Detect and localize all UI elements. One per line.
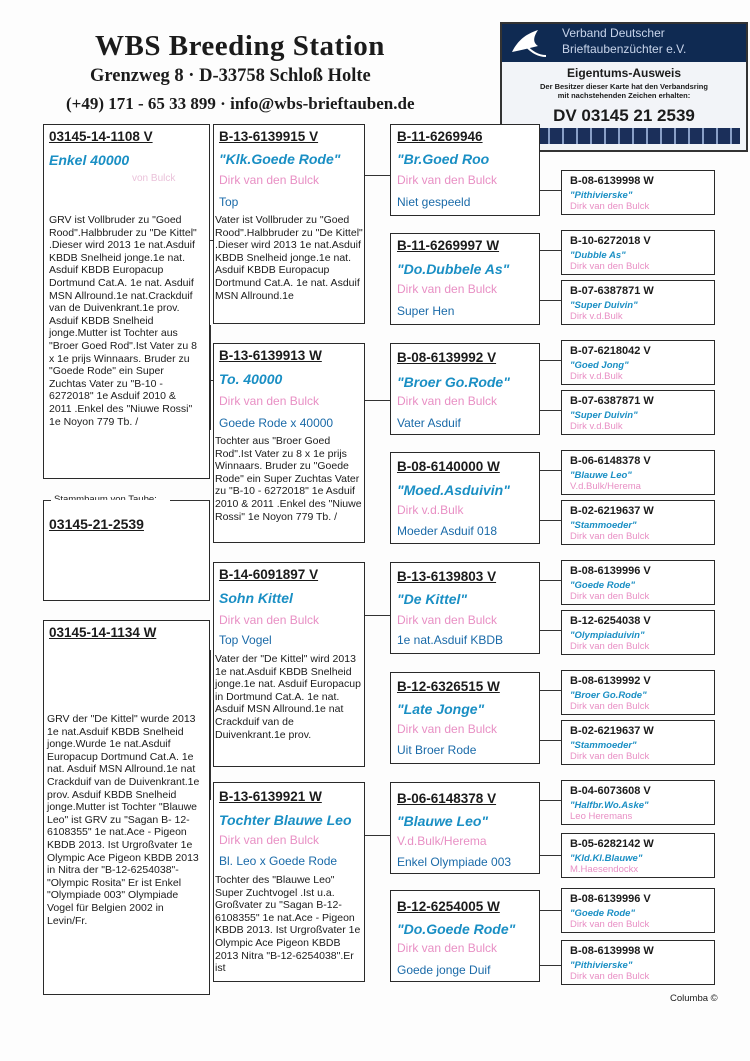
g4-name: "Olympiaduivin"	[570, 630, 645, 641]
great-grandparent-7-ring: B-06-6148378 V	[397, 791, 497, 806]
org-line-1: Verband Deutscher	[562, 26, 665, 40]
great-grandparent-4-breeder: Dirk v.d.Bulk	[397, 503, 464, 517]
great-grandparent-3-box	[390, 343, 540, 435]
great-grandparent-6-box	[390, 672, 540, 764]
grandparent-1-ring: B-13-6139915 V	[219, 129, 319, 144]
g4-ring: B-05-6282142 W	[570, 838, 654, 850]
g4-name: "Goede Rode"	[570, 908, 635, 919]
grandparent-1-name: "Klk.Goede Rode"	[219, 151, 341, 167]
connector	[540, 520, 561, 521]
great-grandparent-3-extra: Vater Asduif	[397, 416, 461, 430]
connector	[210, 325, 211, 430]
g4-name: "Goede Rode"	[570, 580, 635, 591]
g4-name: "Pithivierske"	[570, 960, 633, 971]
great-grandparent-1-box	[390, 124, 540, 216]
great-grandparent-2-extra: Super Hen	[397, 304, 455, 318]
grandparent-1-remark: Vater ist Vollbruder zu "Goed Rood".Halbbruder zu "De Kittel" .Dieser wird 2013 1e nat.Asduif KBDB Snelheid jonge.1e nat. Asduif KBDB Europacup Dortmund Cat.A. 1e nat. Asduif MSN Allround.1e	[215, 214, 363, 302]
great-grandparent-2-box	[390, 233, 540, 325]
g4-ring: B-02-6219637 W	[570, 725, 654, 737]
great-grandparent-5-ring: B-13-6139803 V	[397, 569, 497, 584]
great-grandparent-1-breeder: Dirk van den Bulck	[397, 173, 498, 187]
connector	[365, 835, 390, 836]
g4-box-3	[561, 280, 715, 325]
parent-2-box	[43, 620, 210, 995]
grandparent-4-extra: Bl. Leo x Goede Rode	[219, 854, 338, 868]
connector	[540, 965, 561, 966]
g4-breeder: M.Haesendockx	[570, 864, 639, 875]
great-grandparent-3-name: "Broer Go.Rode"	[397, 374, 510, 390]
g4-box-13	[561, 833, 715, 878]
grandparent-1-extra: Top	[219, 195, 239, 209]
great-grandparent-3-breeder: Dirk van den Bulck	[397, 394, 498, 408]
connector	[540, 360, 561, 361]
card-subtext-1: Der Besitzer dieser Karte hat den Verbandsring	[540, 82, 708, 91]
connector	[540, 740, 561, 741]
great-grandparent-7-box	[390, 782, 540, 874]
g4-breeder: Dirk van den Bulck	[570, 531, 650, 542]
great-grandparent-7-extra: Enkel Olympiade 003	[397, 855, 512, 869]
g4-breeder: Dirk van den Bulck	[570, 641, 650, 652]
great-grandparent-1-name: "Br.Goed Roo	[397, 151, 490, 167]
g4-breeder: Dirk v.d.Bulk	[570, 311, 623, 322]
connector	[365, 615, 390, 616]
g4-ring: B-08-6139998 W	[570, 945, 654, 957]
card-title: Eigentums-Ausweis	[566, 66, 682, 80]
g4-box-8	[561, 560, 715, 605]
g4-box-15	[561, 940, 715, 985]
connector	[540, 800, 561, 801]
connector	[365, 175, 390, 176]
connector	[540, 580, 561, 581]
breeder-address: Grenzweg 8 · D-33758 Schloß Holte	[90, 66, 371, 86]
g4-name: "Dubble As"	[570, 250, 626, 261]
grandparent-2-breeder: Dirk van den Bulck	[219, 394, 320, 408]
g4-box-10	[561, 670, 715, 715]
great-grandparent-7-breeder: V.d.Bulk/Herema	[397, 834, 487, 848]
parent-1-ring: 03145-14-1108 V	[49, 129, 153, 144]
subject-top-line-right	[170, 500, 210, 501]
g4-name: "Goed Jong"	[570, 360, 629, 371]
parent-1-remark: GRV ist Vollbruder zu "Goed Rood".Halbbruder zu "De Kittel" .Dieser wird 2013 1e nat.Asduif KBDB Snelheid jonge.1e nat. Asduif KBDB Europacup Dortmund Cat.A. 1e nat. Asduif MSN Allround.1e nat.Crackduif van de Duivenkrant.1e prov. Asduif KBDB Snelheid jonge.Mutter ist Tochter aus "Broer Goed Rod".Ist Vater zu 8 x 1e prijs Winnaars. Bruder zu "Goede Rode" ein Super Zuchtas Vater zu "B-10 - 6272018" 1e Asduif 2010 & 2011 .Enkel des "Niuwe Rossi" 1e Noyon 779 Tb. /	[49, 214, 197, 428]
g4-breeder: Dirk van den Bulck	[570, 919, 650, 930]
g4-ring: B-04-6073608 V	[570, 785, 651, 797]
grandparent-2-box	[213, 343, 365, 543]
g4-name: "Halfbr.Wo.Aske"	[570, 800, 649, 811]
g4-breeder: Dirk v.d.Bulk	[570, 371, 623, 382]
great-grandparent-2-name: "Do.Dubbele As"	[397, 261, 510, 277]
g4-ring: B-08-6139998 W	[570, 175, 654, 187]
grandparent-4-ring: B-13-6139921 W	[219, 789, 322, 804]
g4-ring: B-07-6387871 W	[570, 285, 654, 297]
g4-ring: B-06-6148378 V	[570, 455, 651, 467]
connector	[365, 400, 390, 401]
g4-box-7	[561, 500, 715, 545]
parent-2-remark: GRV der "De Kittel" wurde 2013 1e nat.Asduif KBDB Snelheid jonge.Wurde 1e nat.Asduif Europacup Dortmund Cat.A. 1e nat. Asduif MSN Allround.1e nat Crackduif van de Duivenkrant.1e prov. Asduif KBDB Snelheid jonge.Mutter ist Tochter "Blauwe Leo" ist GRV zu "Sagan B- 12-6108355" 1e nat.Ace - Pigeon KBDB 2013. Ist Urgroßvater 1e Olympic Ace Pigeon KBDB 2013 in Nitra der "B-12-6254038"- "Olympic Rosita" Er ist Enkel "Olympiade 003" Olympiade Vogel für Belgien 2002 in Levin/Fr.	[47, 713, 200, 927]
grandparent-4-breeder: Dirk van den Bulck	[219, 833, 320, 847]
connector	[540, 410, 561, 411]
grandparent-2-ring: B-13-6139913 W	[219, 348, 322, 363]
great-grandparent-6-name: "Late Jonge"	[397, 701, 485, 717]
g4-name: "Super Duivin"	[570, 300, 638, 311]
g4-breeder: Dirk van den Bulck	[570, 591, 650, 602]
grandparent-4-remark: Tochter des "Blauwe Leo" Super Zuchtvogel .Ist u.a. Großvater zu "Sagan B-12-6108355" 1e nat.Ace - Pigeon KBDB 2013. Ist Urgroßvater 1e Olympic Ace Pigeon KBDB 2013 Nitra "B-12-6254038".Er ist	[215, 874, 361, 975]
great-grandparent-5-name: "De Kittel"	[397, 591, 468, 607]
g4-ring: B-08-6139996 V	[570, 565, 651, 577]
great-grandparent-8-box	[390, 890, 540, 982]
breeder-name: WBS Breeding Station	[95, 30, 385, 62]
great-grandparent-8-extra: Goede jonge Duif	[397, 963, 491, 977]
g4-ring: B-12-6254038 V	[570, 615, 651, 627]
g4-breeder: Dirk van den Bulck	[570, 201, 650, 212]
parent-2-ring: 03145-14-1134 W	[49, 625, 157, 640]
g4-breeder: V.d.Bulk/Herema	[570, 481, 641, 492]
grandparent-3-ring: B-14-6091897 V	[219, 567, 319, 582]
grandparent-2-extra: Goede Rode x 40000	[219, 416, 334, 430]
great-grandparent-5-box	[390, 562, 540, 654]
grandparent-3-breeder: Dirk van den Bulck	[219, 613, 320, 627]
connector	[540, 250, 561, 251]
g4-box-6	[561, 450, 715, 495]
parent-1-name: Enkel 40000	[49, 152, 130, 168]
g4-ring: B-08-6139992 V	[570, 675, 651, 687]
great-grandparent-8-breeder: Dirk van den Bulck	[397, 941, 498, 955]
subject-ring: 03145-21-2539	[49, 516, 144, 532]
breeder-contact: (+49) 171 - 65 33 899 · info@wbs-brieftauben.de	[66, 94, 415, 113]
g4-name: "Broer Go.Rode"	[570, 690, 647, 701]
connector	[540, 470, 561, 471]
grandparent-2-remark: Tochter aus "Broer Goed Rod".Ist Vater zu 8 x 1e prijs Winnaars. Bruder zu "Goede Rode" ein Super Zuchtas Vater zu "B-10 - 6272018" 1e Asduif 2010 & 2011 .Enkel des "Niuwe Rossi" 1e Noyon 779 Tb. /	[215, 435, 362, 523]
g4-breeder: Dirk van den Bulck	[570, 701, 650, 712]
g4-ring: B-10-6272018 V	[570, 235, 651, 247]
g4-box-5	[561, 390, 715, 435]
great-grandparent-5-extra: 1e nat.Asduif KBDB	[397, 633, 504, 647]
g4-box-12	[561, 780, 715, 825]
subject-top-line-left	[43, 500, 51, 501]
grandparent-1-breeder: Dirk van den Bulck	[219, 173, 320, 187]
g4-breeder: Dirk van den Bulck	[570, 261, 650, 272]
dove-logo	[508, 26, 552, 60]
connector	[540, 630, 561, 631]
g4-ring: B-08-6139996 V	[570, 893, 651, 905]
copyright: Columba ©	[670, 993, 718, 1004]
g4-ring: B-02-6219637 W	[570, 505, 654, 517]
grandparent-2-name: To. 40000	[219, 371, 283, 387]
great-grandparent-6-extra: Uit Broer Rode	[397, 743, 477, 757]
g4-name: "Kld.Kl.Blauwe"	[570, 853, 643, 864]
card-stripe	[508, 128, 740, 144]
great-grandparent-6-ring: B-12-6326515 W	[397, 679, 500, 694]
great-grandparent-3-ring: B-08-6139992 V	[397, 350, 497, 365]
great-grandparent-6-breeder: Dirk van den Bulck	[397, 722, 498, 736]
great-grandparent-4-extra: Moeder Asduif 018	[397, 524, 498, 538]
g4-box-14	[561, 888, 715, 933]
great-grandparent-4-ring: B-08-6140000 W	[397, 459, 500, 474]
g4-name: "Pithivierske"	[570, 190, 633, 201]
grandparent-3-extra: Top Vogel	[219, 633, 272, 647]
g4-name: "Stammoeder"	[570, 740, 637, 751]
g4-ring: B-07-6218042 V	[570, 345, 651, 357]
subject-box	[43, 500, 210, 601]
great-grandparent-5-breeder: Dirk van den Bulck	[397, 613, 498, 627]
great-grandparent-1-extra: Niet gespeeld	[397, 195, 471, 209]
great-grandparent-4-box	[390, 452, 540, 544]
g4-box-2	[561, 230, 715, 275]
g4-box-11	[561, 720, 715, 765]
connector	[540, 690, 561, 691]
g4-box-4	[561, 340, 715, 385]
g4-breeder: Dirk van den Bulck	[570, 971, 650, 982]
connector	[540, 190, 561, 191]
g4-box-1	[561, 170, 715, 215]
connector	[540, 300, 561, 301]
g4-name: "Super Duivin"	[570, 410, 638, 421]
g4-ring: B-07-6387871 W	[570, 395, 654, 407]
g4-name: "Stammoeder"	[570, 520, 637, 531]
connector	[540, 855, 561, 856]
great-grandparent-2-ring: B-11-6269997 W	[397, 238, 500, 253]
card-number: DV 03145 21 2539	[553, 106, 695, 125]
great-grandparent-4-name: "Moed.Asduivin"	[397, 482, 510, 498]
g4-name: "Blauwe Leo"	[570, 470, 632, 481]
parent-1-box	[43, 124, 210, 479]
g4-breeder: Dirk v.d.Bulk	[570, 421, 623, 432]
g4-breeder: Leo Heremans	[570, 811, 633, 822]
connector	[210, 650, 211, 800]
great-grandparent-1-ring: B-11-6269946	[397, 129, 483, 144]
org-line-2: Brieftaubenzüchter e.V.	[562, 42, 687, 56]
grandparent-3-name: Sohn Kittel	[219, 590, 293, 606]
great-grandparent-2-breeder: Dirk van den Bulck	[397, 282, 498, 296]
g4-breeder: Dirk van den Bulck	[570, 751, 650, 762]
g4-box-9	[561, 610, 715, 655]
grandparent-3-remark: Vater der "De Kittel" wird 2013 1e nat.Asduif KBDB Snelheid jonge.1e nat. Asduif Europacup in Dortmund Cat.A. 1e nat. Asduif MSN Allround.1e nat Crackduif van de Duivenkrant.1e prov.	[215, 653, 361, 741]
grandparent-3-box	[213, 562, 365, 767]
great-grandparent-7-name: "Blauwe Leo"	[397, 813, 489, 829]
connector	[540, 910, 561, 911]
great-grandparent-8-name: "Do.Goede Rode"	[397, 921, 516, 937]
great-grandparent-8-ring: B-12-6254005 W	[397, 899, 500, 914]
card-subtext-2: mit nachstehenden Zeichen erhalten:	[557, 91, 691, 100]
grandparent-4-name: Tochter Blauwe Leo	[219, 812, 352, 828]
grandparent-1-box	[213, 124, 365, 324]
grandparent-4-box	[213, 782, 365, 982]
parent-1-breeder: von Bulck	[132, 173, 176, 184]
